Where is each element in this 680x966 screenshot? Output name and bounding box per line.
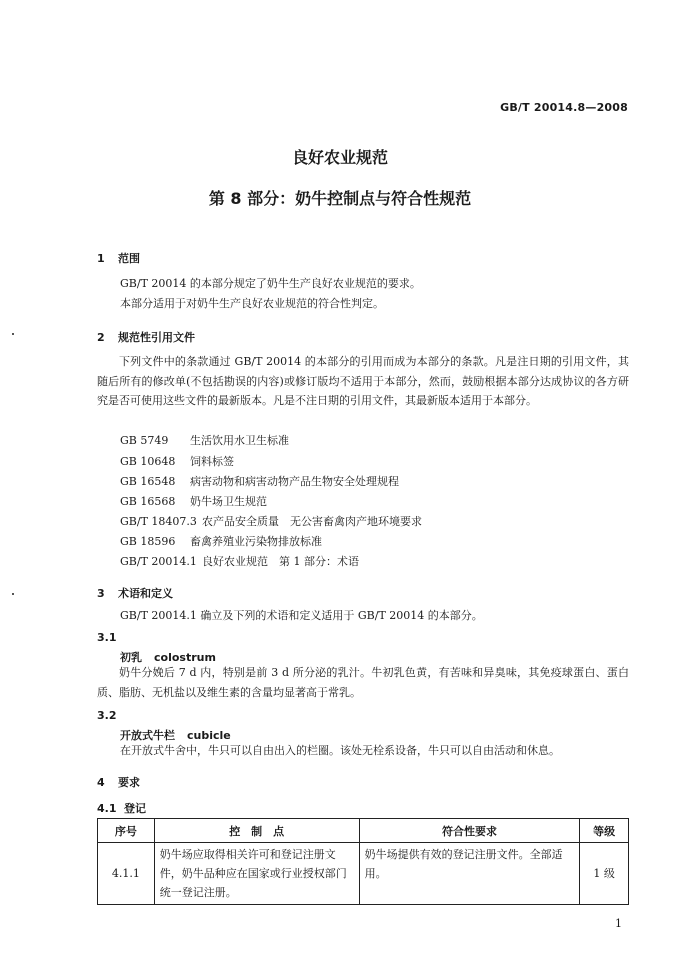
reference-code: GB/T 18407.3 (120, 515, 197, 528)
row-level: 1 级 (580, 843, 629, 905)
term-heading (120, 727, 231, 743)
page-number: 1 (615, 917, 622, 930)
reference-title: 畜禽养殖业污染物排放标准 (190, 535, 322, 548)
section-title: 规范性引用文件 (118, 331, 195, 344)
reference-code: GB 10648 (120, 455, 176, 468)
column-header-level: 等级 (580, 819, 629, 843)
reference-title: 病害动物和病害动物产品生物安全处理规程 (190, 475, 399, 488)
section-1-paragraph: 本部分适用于对奶牛生产良好农业规范的符合性判定。 (120, 297, 384, 310)
section-number: 2 (97, 331, 105, 344)
reference-item (120, 555, 359, 569)
term-zh: 初乳 (120, 651, 142, 664)
subsection-number: 4.1 (97, 802, 117, 815)
reference-title: 农产品安全质量 无公害畜禽肉产地环境要求 (202, 515, 422, 528)
reference-title: 奶牛场卫生规范 (190, 495, 267, 508)
reference-title: 饲料标签 (190, 455, 234, 468)
section-2-heading (97, 329, 195, 345)
reference-item (120, 495, 267, 509)
standard-code: GB/T 20014.8—2008 (500, 101, 628, 114)
term-en: colostrum (154, 651, 216, 664)
section-1-paragraph: GB/T 20014 的本部分规定了奶牛生产良好农业规范的要求。 (120, 277, 421, 290)
term-number: 3.2 (97, 709, 117, 722)
requirements-table (97, 818, 629, 905)
reference-code: GB 5749 (120, 434, 169, 447)
section-4-heading (97, 774, 140, 790)
section-3-heading (97, 585, 173, 601)
row-control-point: 奶牛场应取得相关许可和登记注册文件，奶牛品种应在国家或行业授权部门统一登记注册。 (154, 843, 359, 905)
reference-title: 良好农业规范 第 1 部分：术语 (202, 555, 359, 568)
column-header-control-point: 控 制 点 (154, 819, 359, 843)
term-zh: 开放式牛栏 (120, 729, 175, 742)
column-header-number: 序号 (98, 819, 155, 843)
document-title: 良好农业规范 (291, 148, 388, 167)
section-number: 3 (97, 587, 105, 600)
section-title: 术语和定义 (118, 587, 173, 600)
section-2-intro: 下列文件中的条款通过 GB/T 20014 的本部分的引用而成为本部分的条款。凡是注日期的引用文件，其随后所有的修改单(不包括勘误的内容)或修订版均不适用于本部分，然而，鼓励根据本部分达成协议的各方研究是否可使用这些文件的最新版本。凡是不注日期的引用文件，其最新版本适用于本部分。 (97, 355, 629, 407)
table-row (98, 843, 629, 905)
section-number: 4 (97, 776, 105, 789)
reference-title: 生活饮用水卫生标准 (190, 434, 289, 447)
reference-item (120, 475, 399, 489)
reference-code: GB 18596 (120, 535, 176, 548)
reference-code: GB 16548 (120, 475, 176, 488)
reference-item (120, 515, 422, 529)
reference-code: GB 16568 (120, 495, 176, 508)
scan-mark (12, 593, 14, 595)
section-3-intro: GB/T 20014.1 确立及下列的术语和定义适用于 GB/T 20014 的本部分。 (120, 609, 483, 622)
term-definition: 在开放式牛舍中，牛只可以自由出入的栏圈。该处无栓系设备，牛只可以自由活动和休息。 (120, 744, 560, 757)
row-number: 4.1.1 (98, 843, 155, 905)
term-number: 3.1 (97, 631, 117, 644)
scan-mark (12, 333, 14, 335)
column-header-compliance: 符合性要求 (359, 819, 580, 843)
reference-item (120, 535, 322, 549)
subsection-4-1-heading (97, 800, 146, 816)
document-subtitle: 第 8 部分：奶牛控制点与符合性规范 (208, 189, 472, 208)
term-en: cubicle (187, 729, 231, 742)
row-compliance: 奶牛场提供有效的登记注册文件。全部适用。 (359, 843, 580, 905)
subsection-title: 登记 (124, 802, 146, 815)
table-header-row (98, 819, 629, 843)
section-number: 1 (97, 252, 105, 265)
section-title: 范围 (118, 252, 140, 265)
section-title: 要求 (118, 776, 140, 789)
term-definition: 奶牛分娩后 7 d 内，特别是前 3 d 所分泌的乳汁。牛初乳色黄，有苦味和异臭味，其免疫球蛋白、蛋白质、脂肪、无机盐以及维生素的含量均显著高于常乳。 (97, 666, 629, 699)
section-1-heading (97, 250, 140, 266)
reference-item (120, 455, 234, 469)
reference-item (120, 434, 289, 448)
reference-code: GB/T 20014.1 (120, 555, 197, 568)
